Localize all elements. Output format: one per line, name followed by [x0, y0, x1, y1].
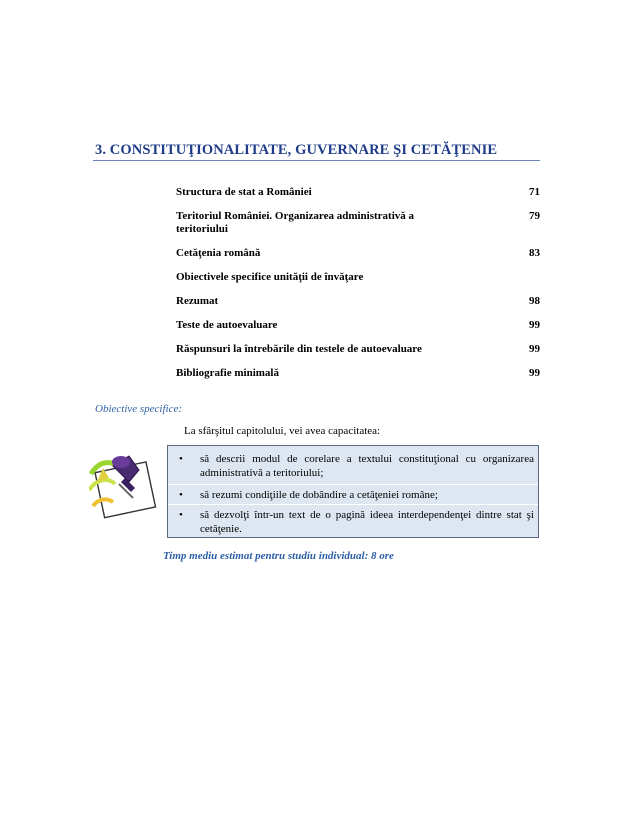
objective-divider — [168, 484, 538, 485]
bullet-icon: • — [179, 509, 183, 521]
objective-text: să descrii modul de corelare a textului constituţional cu organizarea administrativă a teritoriului; — [200, 453, 534, 479]
toc-entry-page: 79 — [529, 210, 540, 222]
toc-entry — [176, 210, 540, 236]
toc-entry — [176, 295, 540, 308]
chapter-title-underline — [93, 160, 540, 161]
objectives-heading: Obiective specifice: — [95, 403, 183, 415]
objective-divider — [168, 504, 538, 505]
toc-entry-label: Cetăţenia română — [176, 247, 261, 259]
toc-entry-label: Bibliografie minimală — [176, 367, 279, 379]
toc-entry — [176, 367, 540, 380]
toc-entry-page: 83 — [529, 247, 540, 259]
estimated-study-time: Timp mediu estimat pentru studiu individual: 8 ore — [163, 550, 394, 562]
objective-text: să dezvolţi într-un text de o pagină ideea interdependenţei dintre stat şi cetăţenie. — [200, 509, 534, 535]
pushpin-note-icon — [89, 448, 169, 528]
toc-entry-label: Rezumat — [176, 295, 219, 307]
toc-entry — [176, 271, 540, 284]
bullet-icon: • — [179, 453, 183, 465]
toc-entry — [176, 319, 540, 332]
toc-entry — [176, 343, 540, 356]
toc-entry-page: 99 — [529, 367, 540, 379]
chapter-title: 3. CONSTITUŢIONALITATE, GUVERNARE ŞI CETĂŢENIE — [95, 142, 498, 158]
toc-entry-page: 71 — [529, 186, 540, 198]
toc-entry-page: 99 — [529, 343, 540, 355]
toc-entry-label: Structura de stat a României — [176, 186, 312, 198]
objective-text: să rezumi condiţiile de dobândire a cetăţeniei române; — [200, 489, 438, 501]
chapter-contents-list — [176, 186, 540, 391]
bullet-icon: • — [179, 489, 183, 501]
toc-entry-label: Răspunsuri la întrebările din testele de autoevaluare — [176, 343, 422, 355]
toc-entry-page: 99 — [529, 319, 540, 331]
objectives-box — [167, 445, 539, 538]
toc-entry-label: Teste de autoevaluare — [176, 319, 278, 331]
toc-entry-label: Teritoriul României. Organizarea administrativă a teritoriului — [176, 210, 415, 235]
objectives-intro: La sfârşitul capitolului, vei avea capacitatea: — [184, 425, 381, 437]
toc-entry — [176, 186, 540, 199]
toc-entry-page: 98 — [529, 295, 540, 307]
toc-entry — [176, 247, 540, 260]
toc-entry-label: Obiectivele specifice unităţii de învăţare — [176, 271, 364, 283]
